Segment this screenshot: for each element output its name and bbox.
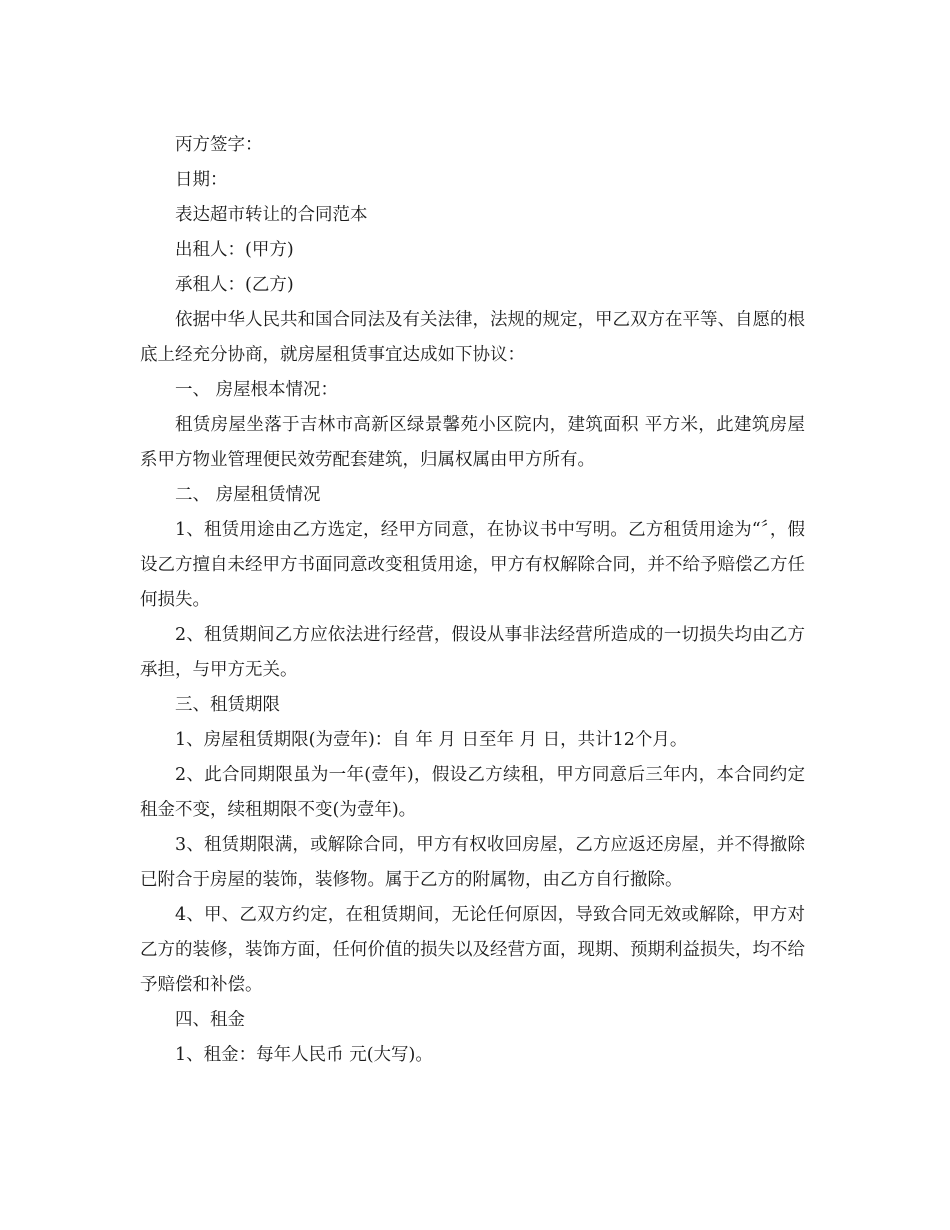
lessor-line: 出租人：(甲方)	[175, 240, 294, 260]
section-2-clause-1: 1、租赁用途由乙方选定，经甲方同意，在协议书中写明。乙方租赁用途为“〞，假设乙方擅自未经甲方书面同意改变租赁用途，甲方有权解除合同，并不给予赔偿乙方任何损失。	[140, 520, 805, 610]
preamble-paragraph: 依据中华人民共和国合同法及有关法律，法规的规定，甲乙双方在平等、自愿的根底上经充分协商，就房屋租赁事宜达成如下协议：	[140, 310, 805, 365]
section-heading-4: 四、租金	[175, 1010, 245, 1030]
section-heading-2: 二、 房屋租赁情况	[175, 485, 321, 505]
section-2-clause-2: 2、租赁期间乙方应依法进行经营，假设从事非法经营所造成的一切损失均由乙方承担，与甲方无关。	[140, 625, 805, 680]
section-3-clause-4: 4、甲、乙双方约定，在租赁期间，无论任何原因，导致合同无效或解除，甲方对乙方的装修，装饰方面，任何价值的损失以及经营方面，现期、预期利益损失，均不给予赔偿和补偿。	[140, 905, 805, 995]
section-3-clause-3: 3、租赁期限满，或解除合同，甲方有权收回房屋，乙方应返还房屋，并不得撤除已附合于房屋的装饰，装修物。属于乙方的附属物，由乙方自行撤除。	[140, 835, 805, 890]
section-3-clause-2: 2、此合同期限虽为一年(壹年)，假设乙方续租，甲方同意后三年内，本合同约定租金不变，续租期限不变(为壹年)。	[140, 765, 805, 820]
section-1-paragraph: 租赁房屋坐落于吉林市高新区绿景馨苑小区院内，建筑面积 平方米，此建筑房屋系甲方物业管理便民效劳配套建筑，归属权属由甲方所有。	[140, 415, 805, 470]
date-line: 日期：	[175, 170, 228, 190]
lessee-line: 承租人：(乙方)	[175, 275, 294, 295]
section-3-clause-1: 1、房屋租赁期限(为壹年)：自 年 月 日至年 月 日，共计12个月。	[175, 730, 688, 750]
section-4-clause-1: 1、租金：每年人民币 元(大写)。	[175, 1045, 433, 1065]
section-heading-3: 三、租赁期限	[175, 695, 280, 715]
document-body	[140, 128, 805, 1073]
section-heading-1: 一、 房屋根本情况：	[175, 380, 339, 400]
signature-line-party-c: 丙方签字：	[175, 135, 263, 155]
document-title: 表达超市转让的合同范本	[175, 205, 368, 225]
